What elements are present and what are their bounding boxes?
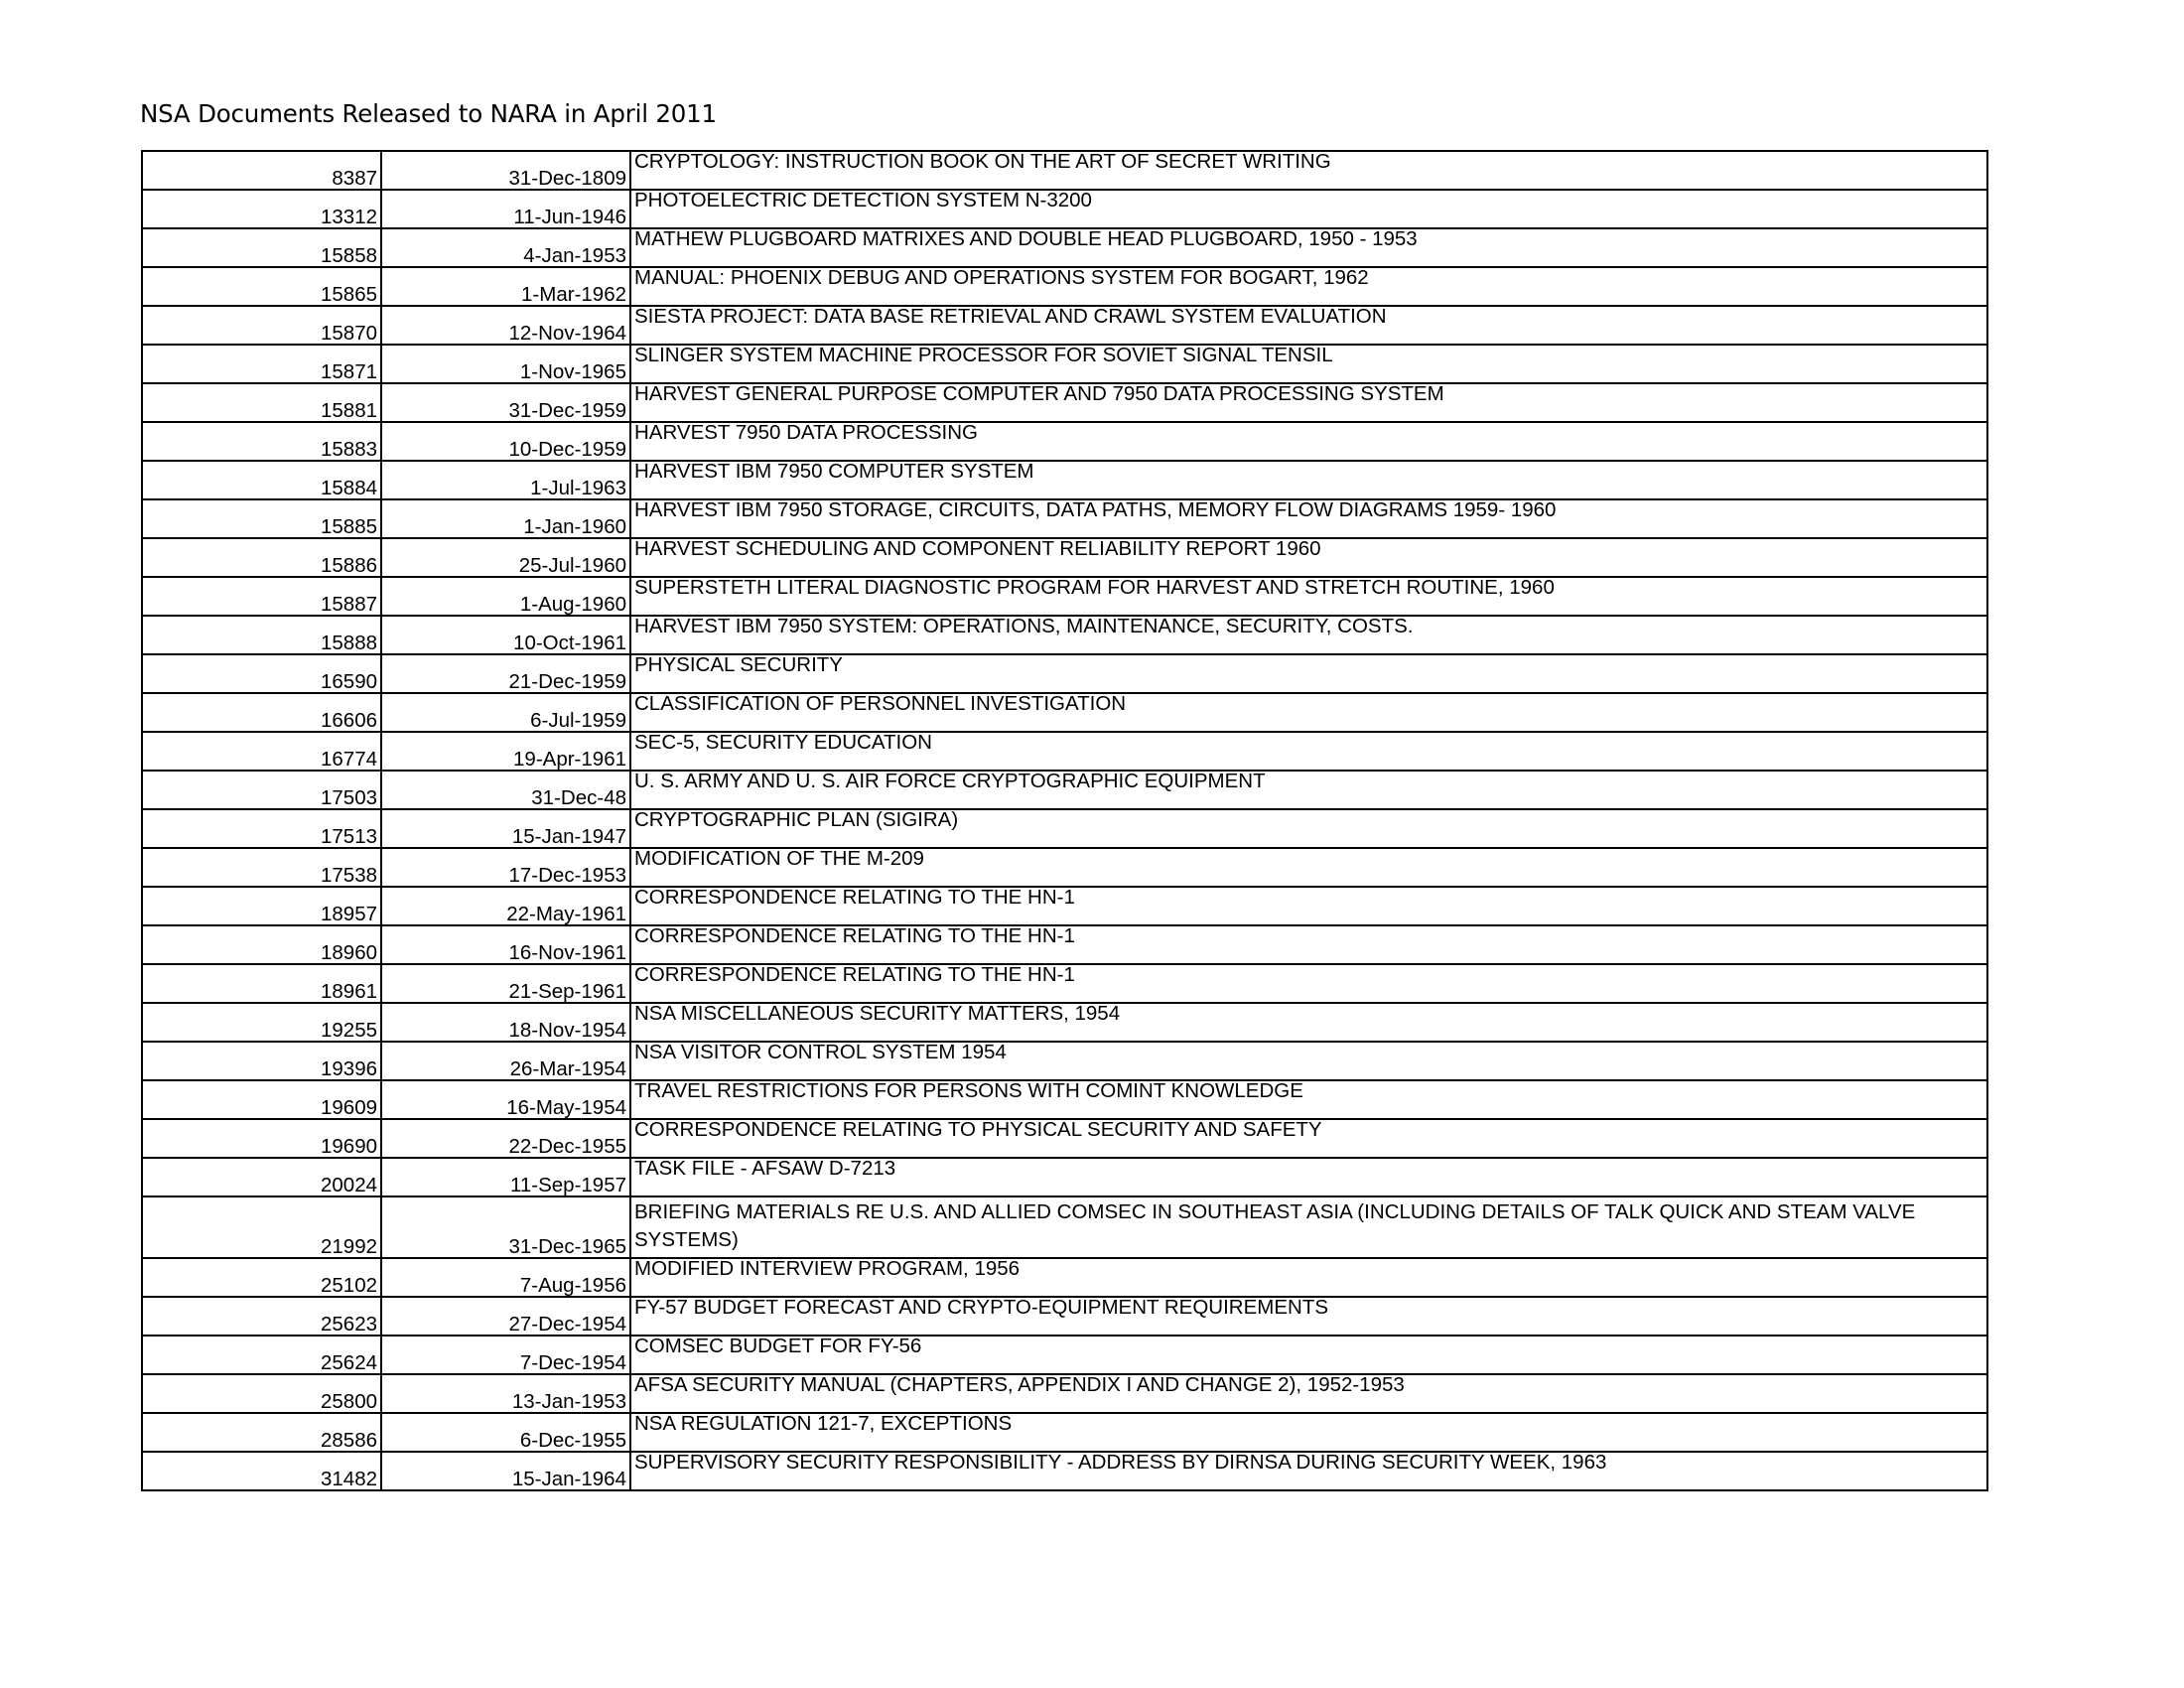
table-row [142, 964, 1987, 1003]
document-title-cell: HARVEST IBM 7950 STORAGE, CIRCUITS, DATA PATHS, MEMORY FLOW DIAGRAMS 1959- 1960 [630, 499, 1987, 538]
document-date-cell: 1-Jan-1960 [381, 499, 630, 538]
document-date-cell: 31-Dec-1959 [381, 383, 630, 422]
document-title-cell: MANUAL: PHOENIX DEBUG AND OPERATIONS SYSTEM FOR BOGART, 1962 [630, 267, 1987, 306]
document-id-cell: 15883 [142, 422, 381, 461]
table-row [142, 383, 1987, 422]
document-date-cell: 1-Jul-1963 [381, 461, 630, 499]
document-title-cell: U. S. ARMY AND U. S. AIR FORCE CRYPTOGRAPHIC EQUIPMENT [630, 771, 1987, 809]
table-row [142, 422, 1987, 461]
document-title-cell: SLINGER SYSTEM MACHINE PROCESSOR FOR SOVIET SIGNAL TENSIL [630, 345, 1987, 383]
document-title-cell: TRAVEL RESTRICTIONS FOR PERSONS WITH COMINT KNOWLEDGE [630, 1080, 1987, 1119]
document-id-cell: 19609 [142, 1080, 381, 1119]
document-date-cell: 26-Mar-1954 [381, 1042, 630, 1080]
document-date-cell: 19-Apr-1961 [381, 732, 630, 771]
document-id-cell: 25624 [142, 1336, 381, 1374]
document-id-cell: 28586 [142, 1413, 381, 1452]
document-id-cell: 25102 [142, 1258, 381, 1297]
document-title-cell: CORRESPONDENCE RELATING TO THE HN-1 [630, 925, 1987, 964]
table-row [142, 461, 1987, 499]
document-date-cell: 1-Aug-1960 [381, 577, 630, 616]
document-title-cell: COMSEC BUDGET FOR FY-56 [630, 1336, 1987, 1374]
table-row [142, 267, 1987, 306]
document-id-cell: 15886 [142, 538, 381, 577]
document-title-cell: MODIFICATION OF THE M-209 [630, 848, 1987, 887]
table-row [142, 345, 1987, 383]
document-id-cell: 18957 [142, 887, 381, 925]
document-title-cell: BRIEFING MATERIALS RE U.S. AND ALLIED COMSEC IN SOUTHEAST ASIA (INCLUDING DETAILS OF TALK QUICK AND STEAM VALVE SYSTEMS) [630, 1196, 1987, 1258]
document-title-cell: NSA VISITOR CONTROL SYSTEM 1954 [630, 1042, 1987, 1080]
document-id-cell: 15870 [142, 306, 381, 345]
document-id-cell: 17538 [142, 848, 381, 887]
document-title-cell: CRYPTOGRAPHIC PLAN (SIGIRA) [630, 809, 1987, 848]
document-title-cell: HARVEST IBM 7950 SYSTEM: OPERATIONS, MAINTENANCE, SECURITY, COSTS. [630, 616, 1987, 654]
documents-table [141, 150, 1988, 1491]
document-id-cell: 21992 [142, 1196, 381, 1258]
table-row [142, 887, 1987, 925]
document-title-cell: HARVEST SCHEDULING AND COMPONENT RELIABILITY REPORT 1960 [630, 538, 1987, 577]
document-id-cell: 19255 [142, 1003, 381, 1042]
document-title-cell: SEC-5, SECURITY EDUCATION [630, 732, 1987, 771]
document-id-cell: 8387 [142, 151, 381, 190]
document-date-cell: 15-Jan-1964 [381, 1452, 630, 1490]
document-title-cell: CORRESPONDENCE RELATING TO PHYSICAL SECURITY AND SAFETY [630, 1119, 1987, 1158]
document-id-cell: 18961 [142, 964, 381, 1003]
document-date-cell: 16-Nov-1961 [381, 925, 630, 964]
document-date-cell: 15-Jan-1947 [381, 809, 630, 848]
document-title-cell: PHYSICAL SECURITY [630, 654, 1987, 693]
document-title-cell: CLASSIFICATION OF PERSONNEL INVESTIGATION [630, 693, 1987, 732]
document-title-cell: MODIFIED INTERVIEW PROGRAM, 1956 [630, 1258, 1987, 1297]
document-id-cell: 25623 [142, 1297, 381, 1336]
table-row [142, 1336, 1987, 1374]
document-id-cell: 15888 [142, 616, 381, 654]
document-title-cell: HARVEST 7950 DATA PROCESSING [630, 422, 1987, 461]
document-id-cell: 25800 [142, 1374, 381, 1413]
table-row [142, 1119, 1987, 1158]
document-date-cell: 27-Dec-1954 [381, 1297, 630, 1336]
document-date-cell: 21-Dec-1959 [381, 654, 630, 693]
document-title-cell: HARVEST GENERAL PURPOSE COMPUTER AND 7950 DATA PROCESSING SYSTEM [630, 383, 1987, 422]
document-id-cell: 16590 [142, 654, 381, 693]
document-title-cell: MATHEW PLUGBOARD MATRIXES AND DOUBLE HEAD PLUGBOARD, 1950 - 1953 [630, 228, 1987, 267]
table-row [142, 190, 1987, 228]
document-id-cell: 16606 [142, 693, 381, 732]
document-date-cell: 31-Dec-48 [381, 771, 630, 809]
table-row [142, 654, 1987, 693]
document-date-cell: 13-Jan-1953 [381, 1374, 630, 1413]
document-date-cell: 31-Dec-1809 [381, 151, 630, 190]
document-title-cell: AFSA SECURITY MANUAL (CHAPTERS, APPENDIX I AND CHANGE 2), 1952-1953 [630, 1374, 1987, 1413]
document-id-cell: 15871 [142, 345, 381, 383]
document-date-cell: 21-Sep-1961 [381, 964, 630, 1003]
document-date-cell: 25-Jul-1960 [381, 538, 630, 577]
document-id-cell: 20024 [142, 1158, 381, 1196]
table-row [142, 848, 1987, 887]
documents-table-body [142, 151, 1987, 1490]
document-date-cell: 1-Nov-1965 [381, 345, 630, 383]
document-date-cell: 1-Mar-1962 [381, 267, 630, 306]
document-id-cell: 17503 [142, 771, 381, 809]
document-date-cell: 6-Jul-1959 [381, 693, 630, 732]
document-title-cell: TASK FILE - AFSAW D-7213 [630, 1158, 1987, 1196]
document-date-cell: 18-Nov-1954 [381, 1003, 630, 1042]
table-row [142, 693, 1987, 732]
page-title: NSA Documents Released to NARA in April 2011 [140, 99, 717, 128]
document-date-cell: 7-Dec-1954 [381, 1336, 630, 1374]
document-date-cell: 10-Oct-1961 [381, 616, 630, 654]
table-row [142, 809, 1987, 848]
document-date-cell: 22-May-1961 [381, 887, 630, 925]
document-date-cell: 6-Dec-1955 [381, 1413, 630, 1452]
document-id-cell: 15858 [142, 228, 381, 267]
document-title-cell: CORRESPONDENCE RELATING TO THE HN-1 [630, 964, 1987, 1003]
document-title-cell: CORRESPONDENCE RELATING TO THE HN-1 [630, 887, 1987, 925]
table-row [142, 499, 1987, 538]
table-row [142, 538, 1987, 577]
table-row [142, 1003, 1987, 1042]
document-title-cell: CRYPTOLOGY: INSTRUCTION BOOK ON THE ART OF SECRET WRITING [630, 151, 1987, 190]
document-title-cell: SIESTA PROJECT: DATA BASE RETRIEVAL AND CRAWL SYSTEM EVALUATION [630, 306, 1987, 345]
document-title-cell: FY-57 BUDGET FORECAST AND CRYPTO-EQUIPMENT REQUIREMENTS [630, 1297, 1987, 1336]
document-id-cell: 19396 [142, 1042, 381, 1080]
table-row [142, 228, 1987, 267]
table-row [142, 577, 1987, 616]
document-title-cell: PHOTOELECTRIC DETECTION SYSTEM N-3200 [630, 190, 1987, 228]
document-id-cell: 15884 [142, 461, 381, 499]
document-id-cell: 31482 [142, 1452, 381, 1490]
table-row [142, 1042, 1987, 1080]
document-title-cell: SUPERSTETH LITERAL DIAGNOSTIC PROGRAM FOR HARVEST AND STRETCH ROUTINE, 1960 [630, 577, 1987, 616]
document-date-cell: 4-Jan-1953 [381, 228, 630, 267]
document-id-cell: 16774 [142, 732, 381, 771]
document-date-cell: 10-Dec-1959 [381, 422, 630, 461]
table-row [142, 732, 1987, 771]
document-title-cell: NSA MISCELLANEOUS SECURITY MATTERS, 1954 [630, 1003, 1987, 1042]
document-title-cell: SUPERVISORY SECURITY RESPONSIBILITY - ADDRESS BY DIRNSA DURING SECURITY WEEK, 1963 [630, 1452, 1987, 1490]
document-date-cell: 22-Dec-1955 [381, 1119, 630, 1158]
table-row [142, 1196, 1987, 1258]
document-id-cell: 15881 [142, 383, 381, 422]
table-row [142, 1297, 1987, 1336]
document-date-cell: 11-Jun-1946 [381, 190, 630, 228]
table-row [142, 616, 1987, 654]
table-row [142, 1258, 1987, 1297]
table-row [142, 1452, 1987, 1490]
document-id-cell: 18960 [142, 925, 381, 964]
document-id-cell: 15885 [142, 499, 381, 538]
document-id-cell: 15887 [142, 577, 381, 616]
document-title-cell: NSA REGULATION 121-7, EXCEPTIONS [630, 1413, 1987, 1452]
document-date-cell: 31-Dec-1965 [381, 1196, 630, 1258]
document-id-cell: 17513 [142, 809, 381, 848]
table-row [142, 771, 1987, 809]
table-row [142, 306, 1987, 345]
table-row [142, 1158, 1987, 1196]
document-date-cell: 12-Nov-1964 [381, 306, 630, 345]
document-date-cell: 16-May-1954 [381, 1080, 630, 1119]
document-id-cell: 19690 [142, 1119, 381, 1158]
document-id-cell: 15865 [142, 267, 381, 306]
table-row [142, 1080, 1987, 1119]
document-title-cell: HARVEST IBM 7950 COMPUTER SYSTEM [630, 461, 1987, 499]
document-id-cell: 13312 [142, 190, 381, 228]
table-row [142, 1374, 1987, 1413]
document-date-cell: 7-Aug-1956 [381, 1258, 630, 1297]
document-date-cell: 11-Sep-1957 [381, 1158, 630, 1196]
document-date-cell: 17-Dec-1953 [381, 848, 630, 887]
table-row [142, 151, 1987, 190]
table-row [142, 925, 1987, 964]
table-row [142, 1413, 1987, 1452]
